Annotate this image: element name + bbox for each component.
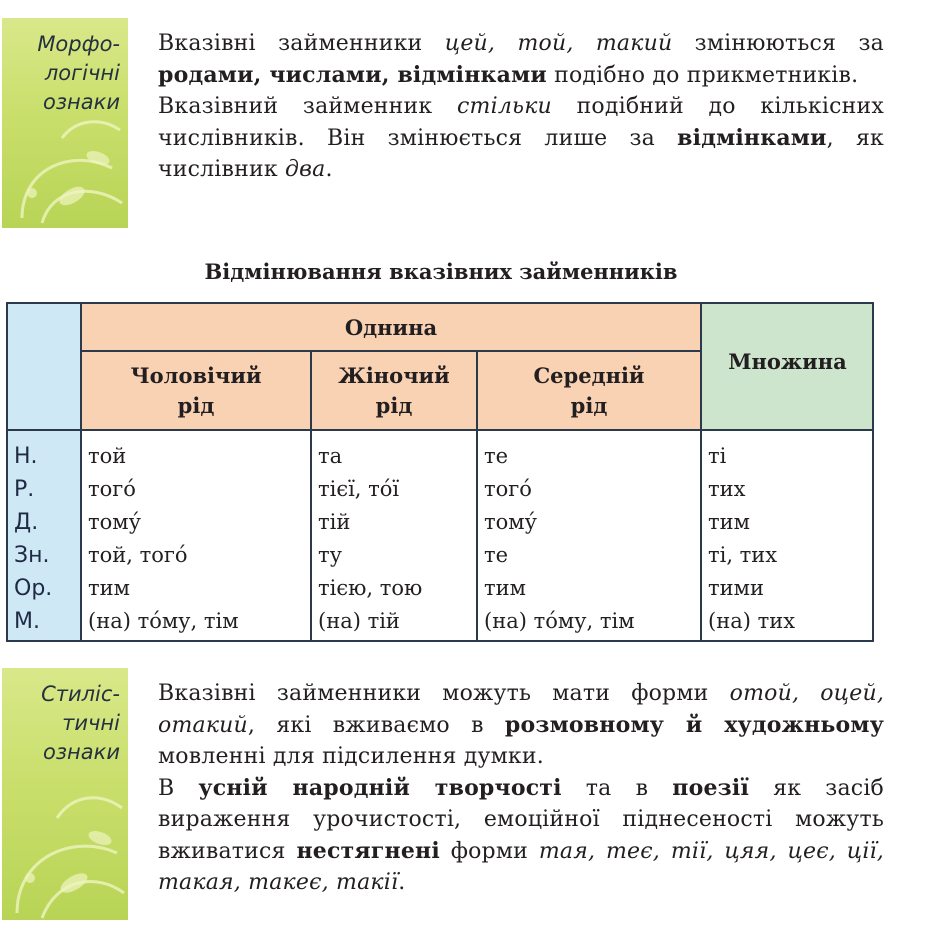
table-cell: тієї, то́ї	[318, 477, 400, 502]
case-cell: Н.	[14, 444, 38, 469]
table-cell: тією, тою	[318, 576, 423, 601]
case-cell: Зн.	[14, 543, 50, 569]
table-cell: ту	[318, 543, 342, 568]
neuter-column	[484, 440, 635, 639]
feminine-header: Жіночий рід	[338, 363, 450, 418]
table-cell: тій	[318, 510, 351, 535]
morphology-paragraph-2: Вказівний займенник стільки подібний до кількісних числівників. Він змінюється лише за відмінками, як числівник два.	[158, 94, 884, 182]
masculine-column	[88, 440, 239, 639]
stylistic-sidebar	[2, 668, 128, 920]
grid-line	[6, 429, 874, 431]
table-cell: тих	[708, 477, 746, 502]
table-cell: (на) тих	[708, 609, 796, 634]
table-cell: тим	[484, 576, 526, 601]
table-cell: тим	[708, 510, 750, 535]
case-column	[14, 440, 52, 639]
table-cell: (на) то́му, тім	[88, 609, 239, 634]
morphology-paragraph-1: Вказівні займенники цей, той, такий змінюються за родами, числами, відмінками подібно до прикметників.	[158, 31, 885, 88]
grid-line	[6, 302, 874, 304]
neuter-header: Середній рід	[533, 363, 645, 418]
case-cell: М.	[14, 609, 40, 635]
case-cell: Д.	[14, 510, 39, 536]
singular-header: Однина	[344, 315, 438, 340]
plural-column	[708, 440, 795, 639]
grid-line	[310, 350, 312, 642]
table-cell: ті, тих	[708, 543, 778, 568]
table-cell: тому́	[484, 510, 537, 535]
table-cell: тим	[88, 576, 130, 601]
grid-line	[476, 350, 478, 642]
table-cell: (на) то́му, тім	[484, 609, 635, 634]
table-cell: ті	[708, 444, 727, 468]
case-cell: Ор.	[14, 576, 53, 602]
table-cell: та	[318, 444, 343, 468]
morphology-sidebar	[2, 18, 128, 228]
table-cell: те	[484, 444, 509, 468]
grid-line	[81, 350, 701, 352]
stylistic-paragraph-2: В усній народній творчості та в поезії як засіб вираження урочистості, емоційної піднесеності можуть вживатися нестягнені форми тая, теє, тії, цяя, цеє, ції, такая, такеє, такії.	[158, 774, 884, 895]
grid-line	[872, 302, 874, 642]
table-cell: те	[484, 543, 509, 568]
masculine-header: Чоловічий рід	[130, 363, 262, 418]
table-cell: тими	[708, 576, 764, 601]
stylistic-paragraph-1: Вказівні займенники можуть мати форми отой, оцей, отакий, які вживаємо в розмовному й художньому мовленні для підсилення думки.	[158, 681, 885, 769]
grid-line	[6, 302, 8, 642]
table-cell: той	[88, 444, 127, 468]
table-cell: того́	[88, 477, 136, 502]
grid-line	[6, 640, 874, 642]
feminine-column	[318, 440, 422, 639]
table-cell: той, того́	[88, 543, 188, 568]
stylistic-label: Стиліс- тичні ознаки	[41, 682, 120, 764]
case-cell: Р.	[14, 477, 35, 503]
grid-line	[700, 302, 702, 642]
table-cell: (на) тій	[318, 609, 400, 634]
table-title: Відмінювання вказівних займенників	[204, 259, 678, 284]
table-cell: того́	[484, 477, 532, 502]
morphology-label: Морфо- логічні ознаки	[37, 32, 120, 114]
grid-line	[80, 302, 82, 642]
table-cell: тому́	[88, 510, 141, 535]
stylistic-text	[158, 678, 884, 899]
plural-header: Множина	[728, 349, 847, 374]
morphology-text	[158, 28, 884, 186]
